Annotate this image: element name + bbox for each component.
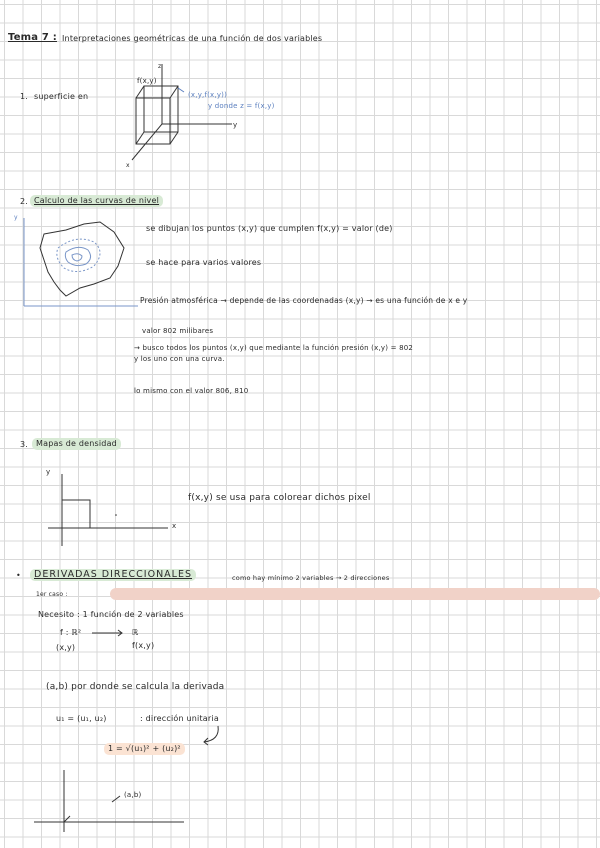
section4-vector-note: : dirección unitaria xyxy=(140,714,219,723)
title-prefix: Tema 7 : xyxy=(8,32,57,43)
section2-number: 2. xyxy=(20,197,29,206)
contour-line-3 xyxy=(72,254,82,261)
direction-figure xyxy=(30,766,190,836)
section1-label: superficie en xyxy=(34,92,89,101)
cube-x-label: x xyxy=(126,162,130,169)
density-pixel xyxy=(62,500,90,528)
section4-need: Necesito : 1 función de 2 variables xyxy=(38,610,184,619)
cube-point-label: (x,y,f(x,y)) xyxy=(188,91,228,99)
norm-arrow xyxy=(196,724,226,748)
case-highlight-bar xyxy=(110,588,600,600)
page-title: Interpretaciones geométricas de una función de dos variables xyxy=(62,34,323,43)
section3-number: 3. xyxy=(20,440,29,449)
section2-line-3: Presión atmosférica → depende de las coordenadas (x,y) → es una función de x e y xyxy=(140,296,468,305)
direction-point-label: (a,b) xyxy=(124,791,142,799)
section3-heading: Mapas de densidad xyxy=(32,438,121,450)
section2-line-1: se dibujan los puntos (x,y) que cumplen f(x,y) = valor (de) xyxy=(146,224,393,233)
section2-line-7: lo mismo con el valor 806, 810 xyxy=(134,387,249,395)
cube-y-label: y xyxy=(233,121,238,129)
map-domain: f : ℝ² xyxy=(60,628,82,637)
contour-line-1 xyxy=(57,239,100,271)
section4-norm-formula: 1 = √(u₁)² + (u₂)² xyxy=(104,743,185,755)
map-variables: (x,y) xyxy=(56,643,76,652)
cube-z-label: z xyxy=(158,63,162,70)
section2-line-6: y los uno con una curva. xyxy=(134,355,225,363)
contour-region-outline xyxy=(40,222,124,296)
section1-number: 1. xyxy=(20,92,29,101)
section4-case-label: 1er caso : xyxy=(36,591,68,598)
section4-point-line: (a,b) por donde se calcula la derivada xyxy=(46,682,225,692)
cube-top-label: f(x,y) xyxy=(137,77,157,85)
map-arrow xyxy=(90,628,126,638)
density-axis-y-label: y xyxy=(46,468,51,476)
map-value: f(x,y) xyxy=(132,641,155,650)
section4-bullet: • xyxy=(16,571,21,580)
section4-note: como hay mínimo 2 variables → 2 direcciones xyxy=(232,574,390,582)
section3-text: f(x,y) se usa para colorear dichos pixel xyxy=(188,493,371,503)
contour-line-2 xyxy=(65,247,90,265)
section2-line-5: → busco todos los puntos (x,y) que mediante la función presión (x,y) = 802 xyxy=(134,344,414,352)
section4-heading: DERIVADAS DIRECCIONALES xyxy=(30,569,196,581)
contour-axis-y-label: y xyxy=(14,214,18,221)
map-codomain: ℝ xyxy=(132,628,139,637)
density-map-figure xyxy=(40,470,180,550)
contour-map-figure xyxy=(14,212,144,316)
section2-heading: Calculo de las curvas de nivel xyxy=(30,195,163,207)
section2-line-2: se hace para varios valores xyxy=(146,258,262,267)
cube-note: y donde z = f(x,y) xyxy=(208,102,275,110)
section2-line-4: valor 802 milibares xyxy=(142,327,214,335)
section4-vector: u₁ = (u₁, u₂) xyxy=(56,714,107,723)
density-axis-x-label: x xyxy=(172,522,177,530)
